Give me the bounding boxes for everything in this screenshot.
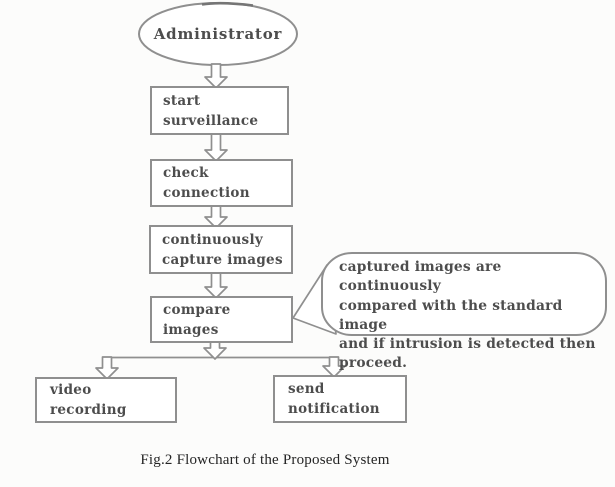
flow-arrow-administrator-start	[205, 64, 227, 88]
callout-annotation	[339, 258, 601, 374]
node-administrator: Administrator	[153, 25, 283, 43]
flow-arrow-compare-branch	[204, 342, 226, 359]
callout-line: compared with the standard image	[339, 297, 563, 333]
callout-line: proceed.	[339, 355, 408, 372]
node-check-connection: check connection	[150, 159, 293, 207]
node-capture-images: continuously capture images	[149, 225, 293, 274]
node-compare-images: compare images	[150, 296, 293, 343]
flow-arrow-branch-video	[96, 357, 118, 379]
flow-arrow-capture-compare	[205, 273, 227, 298]
callout-line: and if intrusion is detected then	[339, 336, 596, 353]
callout-line: captured images are continuously	[339, 259, 502, 295]
node-send-notification: send notification	[273, 375, 407, 423]
node-video-recording: video recording	[35, 377, 177, 423]
figure-caption: Fig.2 Flowchart of the Proposed System	[140, 452, 390, 468]
node-start-surveillance: start surveillance	[150, 86, 289, 135]
flow-arrow-start-check	[205, 134, 227, 161]
